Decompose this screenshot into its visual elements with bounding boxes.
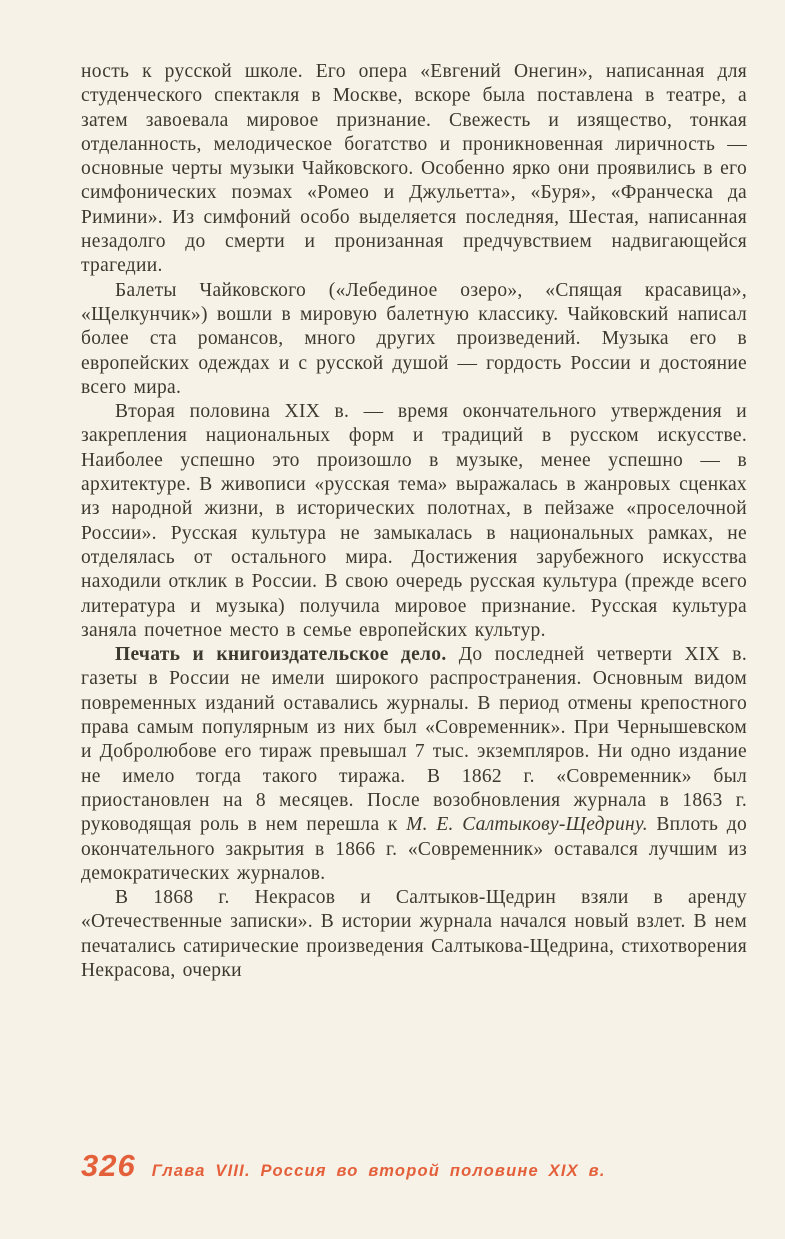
body-text: [81, 60, 747, 983]
page-number: 326: [81, 1148, 136, 1183]
paragraph: [81, 60, 747, 279]
paragraph: [81, 643, 747, 886]
paragraph-text: До последней четверти XIX в. газеты в России не имели широкого распространения. Основным видом повременных изданий оставались журналы. В период отмены крепостного права самым популярным из них был «Современник». При Чернышевском и Добролюбове его тираж превышал 7 тыс. экземпляров. Ни одно издание не имело тогда такого тиража. В 1862 г. «Современник» был приостановлен на 8 месяцев. После возобновления журнала в 1863 г. руководящая роль в нем перешла к: [81, 644, 747, 836]
paragraph-text: Вплоть до окончательного закрытия в 1866 г. «Современник» оставался лучшим из демократических журналов.: [81, 814, 748, 884]
paragraph-text: В 1868 г. Некрасов и Салтыков-Щедрин взяли в аренду «Отечественные записки». В истории журнала начался новый взлет. В нем печатались сатирические произведения Салтыкова-Щедрина, стихотворения Некрасова, очерки: [81, 887, 747, 981]
page-footer: [81, 1148, 747, 1184]
paragraph-text: ность к русской школе. Его опера «Евгений Онегин», написанная для студенческого спектакля в Москве, вскоре была поставлена в театре, а затем завоевала мировое признание. Свежесть и изящество, тонкая отделанность, мелодическое богатство и проникновенная лиричность — основные черты музыки Чайковского. Особенно ярко они проявились в его симфонических поэмах «Ромео и Джульетта», «Буря», «Франческа да Римини». Из симфоний особо выделяется последняя, Шестая, написанная незадолго до смерти и пронизанная предчувствием надвигающейся трагедии.: [81, 61, 747, 277]
paragraph-italic-run: М. Е. Салтыкову-Щедрину.: [406, 814, 648, 836]
paragraph: [81, 400, 747, 643]
chapter-title: Глава VIII. Россия во второй половине XIX в.: [151, 1162, 606, 1180]
paragraph: [81, 886, 747, 983]
paragraph-lead-bold: Печать и книгоиздательское дело.: [115, 644, 447, 666]
paragraph-text: Вторая половина XIX в. — время окончательного утверждения и закрепления национальных форм и традиций в русском искусстве. Наиболее успешно это произошло в музыке, менее успешно — в архитектуре. В живописи «русская тема» выражалась в жанровых сценках из народной жизни, в исторических полотнах, в пейзаже «проселочной России». Русская культура не замыкалась в национальных рамках, не отделялась от остального мира. Достижения зарубежного искусства находили отклик в России. В свою очередь русская культура (прежде всего литература и музыка) получила мировое признание. Русская культура заняла почетное место в семье европейских культур.: [81, 401, 747, 641]
paragraph-text: Балеты Чайковского («Лебединое озеро», «Спящая красавица», «Щелкунчик») вошли в мировую балетную классику. Чайковский написал более ста романсов, много других произведений. Музыка его в европейских одеждах и с русской душой — гордость России и достояние всего мира.: [81, 279, 747, 398]
paragraph: [81, 279, 747, 400]
